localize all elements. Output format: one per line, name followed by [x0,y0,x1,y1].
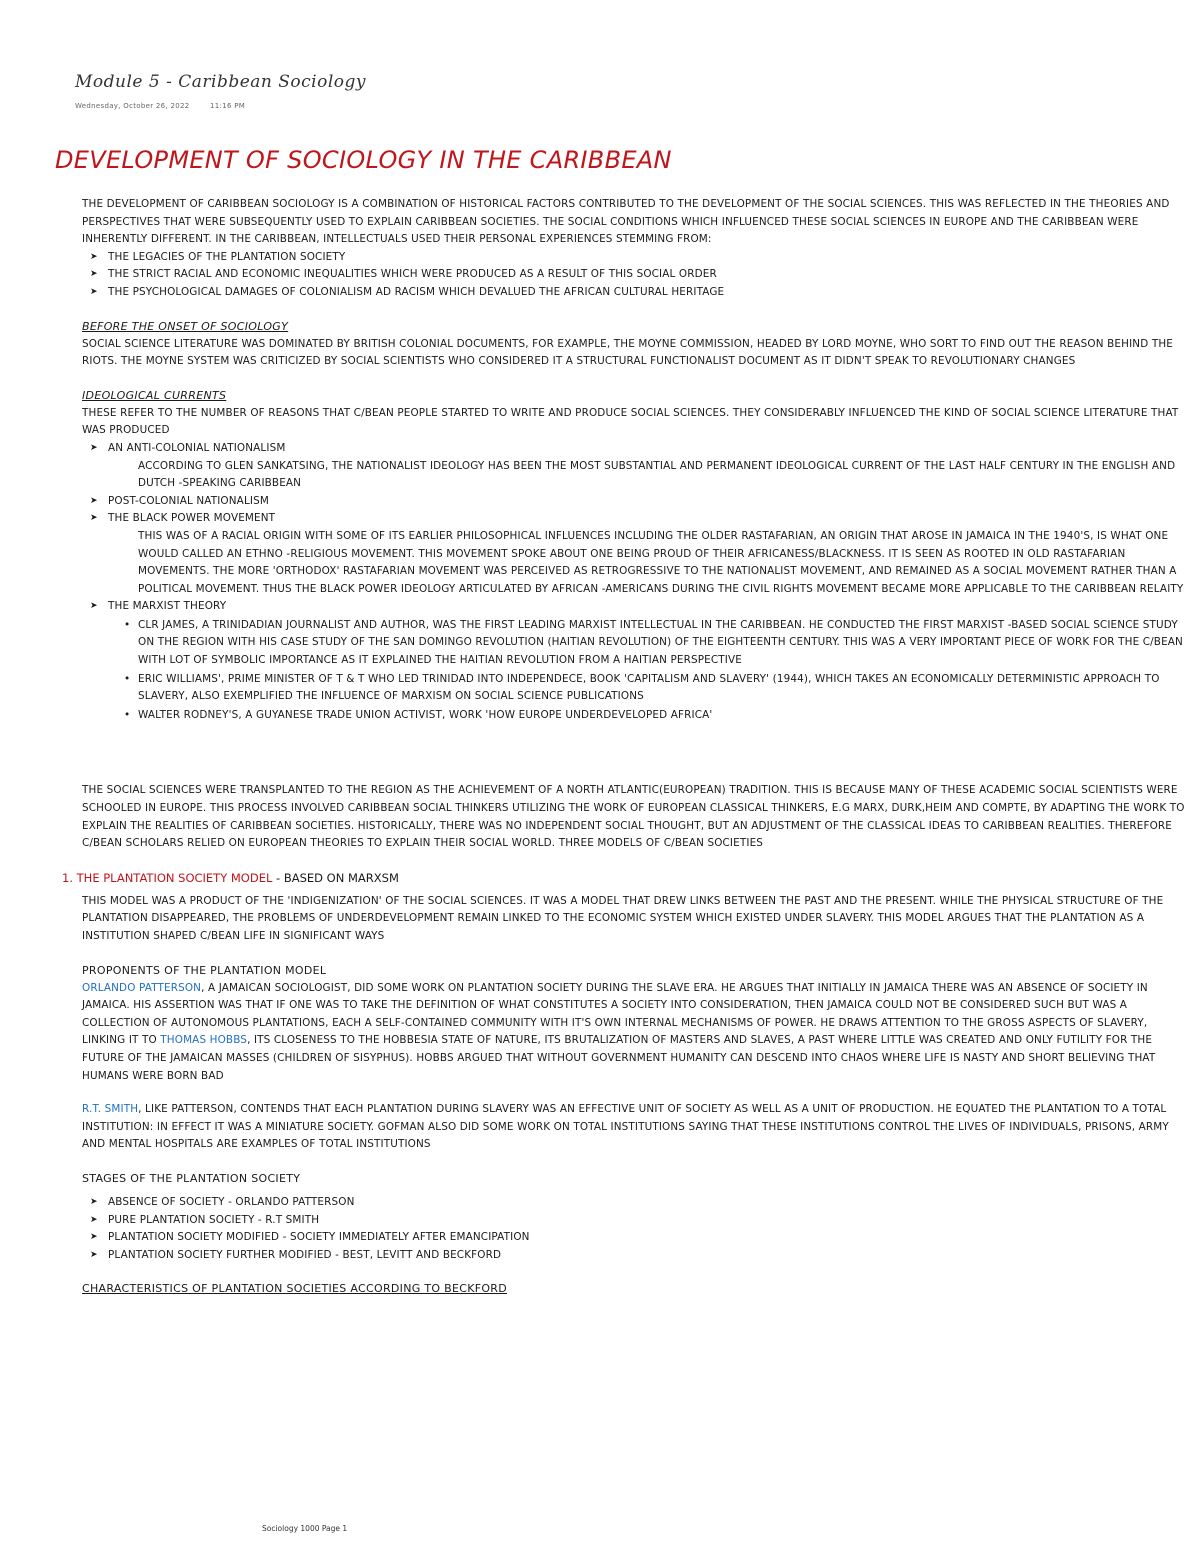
time-text: 11:16 PM [210,102,246,110]
list-item: ➤ THE LEGACIES OF THE PLANTATION SOCIETY [82,249,1187,267]
patterson-text-a: , A JAMAICAN SOCIOLOGIST, DID SOME WORK ON PLANTATION SOCIETY DURING THE SLAVE ERA. HE ARGUES THAT INITIALLY IN JAMAICA THERE WAS AN ABSENCE OF SOCIETY IN JAMAICA. HIS ASSERTION WAS THAT IF ONE WAS TO TAKE THE DEFINITION OF WHAT CONSTITUTES A SOCIETY INTO CONSIDERATION, THEN JAMAICA COULD NOT BE CONSIDERED SUCH BUT WAS A COLLECTION OF AUTONOMOUS PLANTATIONS, EACH A SELF-CONTAINED COMMUNITY WITH IT'S OWN INTERNAL MECHANISMS OF POWER. HE DRAWS ATTENTION TO THE GROSS ASPECTS OF SLAVERY, LINKING IT TO [82,981,1148,1047]
list-item: ➤ POST-COLONIAL NATIONALISM [82,493,1187,511]
section-heading-ideological: IDEOLOGICAL CURRENTS [82,388,227,402]
list-item: ➤ THE MARXIST THEORY [82,598,1187,616]
before-paragraph: SOCIAL SCIENCE LITERATURE WAS DOMINATED BY BRITISH COLONIAL DOCUMENTS, FOR EXAMPLE, THE MOYNE COMMISSION, HEADED BY LORD MOYNE, WHO SORT TO FIND OUT THE REASON BEHIND THE RIOTS. THE MOYNE SYSTEM WAS CRITICIZED BY SOCIAL SCIENTISTS WHO CONSIDERED IT A STRUCTURAL FUNCTIONALIST DOCUMENT AS IT DIDN'T SPEAK TO REVOLUTIONARY CHANGES [82,337,1174,368]
plantation-model-title: THE PLANTATION SOCIETY MODEL [76,870,273,885]
sub-list-item: • ERIC WILLIAMS', PRIME MINISTER OF T & T WHO LED TRINIDAD INTO INDEPENDECE, BOOK 'CAPITALISM AND SLAVERY' (1944), WHICH TAKES AN ECONOMICALLY DETERMINISTIC APPROACH TO SLAVERY, ALSO EXEMPLIFIED THE INFLUENCE OF MARXISM ON SOCIAL SCIENCE PUBLICATIONS [82,671,1187,706]
list-item-detail: ACCORDING TO GLEN SANKATSING, THE NATIONALIST IDEOLOGY HAS BEEN THE MOST SUBSTANTIAL AND PERMANENT IDEOLOGICAL CURRENT OF THE LAST HALF CENTURY IN THE ENGLISH AND DUTCH -SPEAKING CARIBBEAN [138,459,1176,490]
characteristics-heading: CHARACTERISTICS OF PLANTATION SOCIETIES ACCORDING TO BECKFORD [82,1282,508,1296]
orlando-patterson-link[interactable]: ORLANDO PATTERSON [82,981,202,994]
sub-list-item: • WALTER RODNEY'S, A GUYANESE TRADE UNION ACTIVIST, WORK 'HOW EUROPE UNDERDEVELOPED AFRICA' [82,707,1187,725]
page-footer: Sociology 1000 Page 1 [262,1524,348,1533]
heading-number: 1. [62,870,73,885]
list-item: ➤ THE STRICT RACIAL AND ECONOMIC INEQUALITIES WHICH WERE PRODUCED AS A RESULT OF THIS SOCIAL ORDER [82,266,1187,284]
sub-list-item: • CLR JAMES, A TRINIDADIAN JOURNALIST AND AUTHOR, WAS THE FIRST LEADING MARXIST INTELLECTUAL IN THE CARIBBEAN. HE CONDUCTED THE FIRST MARXIST -BASED SOCIAL SCIENCE STUDY ON THE REGION WITH HIS CASE STUDY OF THE SAN DOMINGO REVOLUTION (HAITIAN REVOLUTION) OF THE EIGHTEENTH CENTURY. THIS WAS A VERY IMPORTANT PIECE OF WORK FOR THE C/BEAN WITH LOT OF SYMBOLIC IMPORTANCE AS IT EXPLAINED THE HAITIAN REVOLUTION FROM A HAITIAN PERSPECTIVE [82,617,1187,670]
thomas-hobbs-link[interactable]: THOMAS HOBBS [160,1034,248,1047]
rt-smith-link[interactable]: R.T. SMITH [82,1103,139,1116]
patterson-paragraph [82,980,1187,1086]
list-item: ➤ PURE PLANTATION SOCIETY - R.T SMITH [82,1212,1187,1230]
proponents-heading: PROPONENTS OF THE PLANTATION MODEL [82,963,327,977]
list-item: ➤ THE PSYCHOLOGICAL DAMAGES OF COLONIALISM AD RACISM WHICH DEVALUED THE AFRICAN CULTURAL HERITAGE [82,284,1187,302]
plantation-paragraph: THIS MODEL WAS A PRODUCT OF THE 'INDIGENIZATION' OF THE SOCIAL SCIENCES. IT WAS A MODEL THAT DREW LINKS BETWEEN THE PAST AND THE PRESENT. WHILE THE PHYSICAL STRUCTURE OF THE PLANTATION DISAPPEARED, THE PROBLEMS OF UNDERDEVELOPMENT REMAIN LINKED TO THE ECONOMIC SYSTEM WHICH EXISTED UNDER SLAVERY. THIS MODEL ARGUES THAT THE PLANTATION AS A INSTITUTION SHAPED C/BEAN LIFE IN SIGNIFICANT WAYS [82,894,1164,942]
plantation-model-suffix: - BASED ON MARXSM [272,870,399,885]
list-item: ➤ THE BLACK POWER MOVEMENT [82,510,1187,528]
date-text: Wednesday, October 26, 2022 [75,102,190,110]
transplant-paragraph: THE SOCIAL SCIENCES WERE TRANSPLANTED TO THE REGION AS THE ACHIEVEMENT OF A NORTH ATLANTIC(EUROPEAN) TRADITION. THIS IS BECAUSE MANY OF THESE ACADEMIC SOCIAL SCIENTISTS WERE SCHOOLED IN EUROPE. THIS PROCESS INVOLVED CARIBBEAN SOCIAL THINKERS UTILIZING THE WORK OF EUROPEAN CLASSICAL THINKERS, E.G MARX, DURK,HEIM AND COMPTE, BY ADAPTING THE WORK TO EXPLAIN THE REALITIES OF CARIBBEAN SOCIETIES. HISTORICALLY, THERE WAS NO INDEPENDENT SOCIAL THOUGHT, BUT AN ADJUSTMENT OF THE CLASSICAL IDEAS TO CARIBBEAN REALITIES. THEREFORE C/BEAN SCHOLARS RELIED ON EUROPEAN THEORIES TO EXPLAIN THEIR SOCIAL WORLD. THREE MODELS OF C/BEAN SOCIETIES [82,784,1185,850]
main-heading: DEVELOPMENT OF SOCIOLOGY IN THE CARIBBEAN [55,146,672,174]
list-item: ➤ PLANTATION SOCIETY MODIFIED - SOCIETY IMMEDIATELY AFTER EMANCIPATION [82,1229,1187,1247]
stages-heading: STAGES OF THE PLANTATION SOCIETY [82,1171,301,1185]
page-date [75,102,263,110]
page-title: Module 5 - Caribbean Sociology [75,72,366,92]
section-heading-before: BEFORE THE ONSET OF SOCIOLOGY [82,319,289,333]
list-item-detail: THIS WAS OF A RACIAL ORIGIN WITH SOME OF ITS EARLIER PHILOSOPHICAL INFLUENCES INCLUDING THE OLDER RASTAFARIAN, AN ORIGIN THAT AROSE IN JAMAICA IN THE 1940'S, IS WHAT ONE WOULD CALLED AN ETHNO -RELIGIOUS MOVEMENT. THIS MOVEMENT SPOKE ABOUT ONE BEING PROUD OF THEIR AFRICANESS/BLACKNESS. IT IS SEEN AS ROOTED IN OLD RASTAFARIAN MOVEMENTS. THE MORE 'ORTHODOX' RASTAFARIAN MOVEMENT WAS PERCEIVED AS RETROGRESSIVE TO THE NATIONALIST MOVEMENT, AND REMAINED AS A SOCIAL MOVEMENT RATHER THAN A POLITICAL MOVEMENT. THUS THE BLACK POWER IDEOLOGY ARTICULATED BY AFRICAN -AMERICANS DURING THE CIVIL RIGHTS MOVEMENT BECAME MORE APPLICABLE TO THE CARIBBEAN RELAITY [138,529,1184,595]
ideological-paragraph: THESE REFER TO THE NUMBER OF REASONS THAT C/BEAN PEOPLE STARTED TO WRITE AND PRODUCE SOCIAL SCIENCES. THEY CONSIDERABLY INFLUENCED THE KIND OF SOCIAL SCIENCE LITERATURE THAT WAS PRODUCED [82,406,1179,437]
list-item: ➤ ABSENCE OF SOCIETY - ORLANDO PATTERSON [82,1194,1187,1212]
document-body [62,196,1187,1298]
plantation-model-heading [62,869,1187,887]
patterson-text-b: , ITS CLOSENESS TO THE HOBBESIA STATE OF NATURE, ITS BRUTALIZATION OF MASTERS AND SLAVES, A PAST WHERE LITTLE WAS CREATED AND ONLY FUTILITY FOR THE FUTURE OF THE JAMAICAN MASSES (CHILDREN OF SISYPHUS). HOBBS ARGUED THAT WITHOUT GOVERNMENT HUMANITY CAN DESCEND INTO CHAOS WHERE LIFE IS NASTY AND SHORT BELIEVING THAT HUMANS WERE BORN BAD [82,1034,1156,1082]
list-item: ➤ PLANTATION SOCIETY FURTHER MODIFIED - BEST, LEVITT AND BECKFORD [82,1247,1187,1265]
list-item: ➤ AN ANTI-COLONIAL NATIONALISM [82,440,1187,458]
intro-paragraph: THE DEVELOPMENT OF CARIBBEAN SOCIOLOGY IS A COMBINATION OF HISTORICAL FACTORS CONTRIBUTED TO THE DEVELOPMENT OF THE SOCIAL SCIENCES. THIS WAS REFLECTED IN THE THEORIES AND PERSPECTIVES THAT WERE SUBSEQUENTLY USED TO EXPLAIN CARIBBEAN SOCIETIES. THE SOCIAL CONDITIONS WHICH INFLUENCED THESE SOCIAL SCIENCES IN EUROPE AND THE CARIBBEAN WERE INHERENTLY DIFFERENT. IN THE CARIBBEAN, INTELLECTUALS USED THEIR PERSONAL EXPERIENCES STEMMING FROM: [82,198,1170,246]
smith-text: , LIKE PATTERSON, CONTENDS THAT EACH PLANTATION DURING SLAVERY WAS AN EFFECTIVE UNIT OF SOCIETY AS WELL AS A UNIT OF PRODUCTION. HE EQUATED THE PLANTATION TO A TOTAL INSTITUTION: IN EFFECT IT WAS A MINIATURE SOCIETY. GOFMAN ALSO DID SOME WORK ON TOTAL INSTITUTIONS SAYING THAT THESE INSTITUTIONS CONTROL THE LIVES OF INDIVIDUALS, PRISONS, ARMY AND MENTAL HOSPITALS ARE EXAMPLES OF TOTAL INSTITUTIONS [82,1103,1169,1151]
smith-paragraph [82,1101,1187,1154]
